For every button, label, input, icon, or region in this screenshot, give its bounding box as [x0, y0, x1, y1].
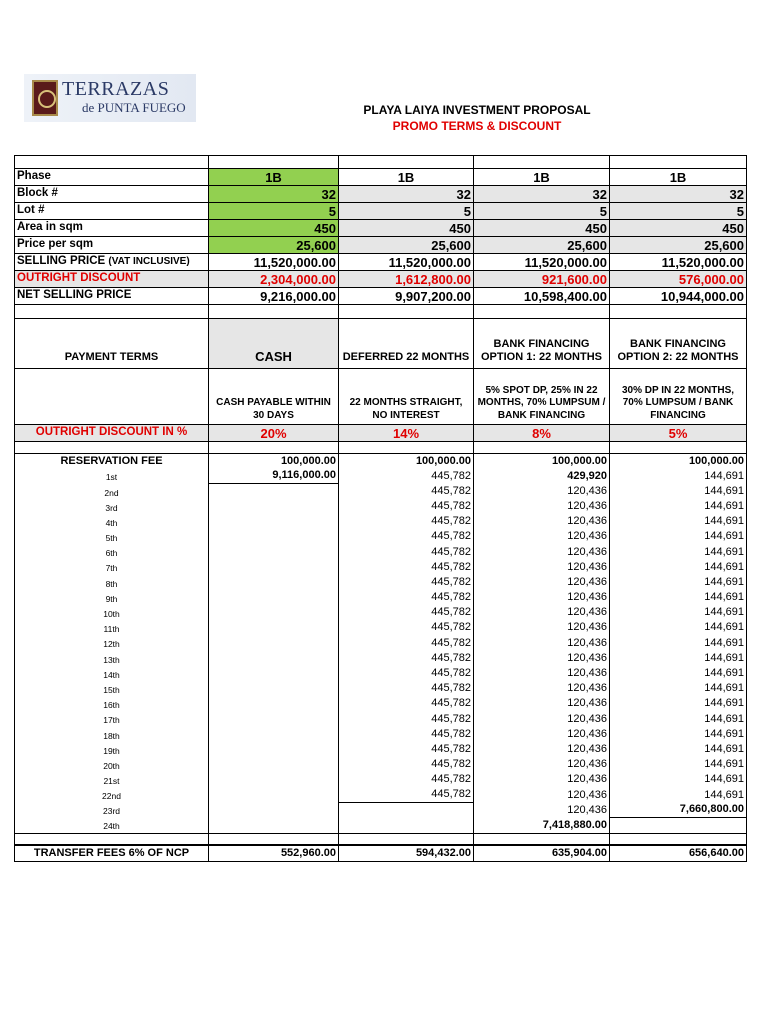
price-row	[15, 237, 747, 254]
terms-desc-blank	[15, 369, 209, 425]
selling-row	[15, 254, 747, 271]
price-deferred: 25,600	[339, 237, 474, 254]
selling-main: SELLING PRICE	[17, 255, 106, 268]
installment-deferred: 445,782	[339, 499, 474, 514]
net-deferred: 9,907,200.00	[339, 288, 474, 305]
area-label: Area in sqm	[15, 220, 209, 237]
selling-deferred: 11,520,000.00	[339, 254, 474, 271]
price-bank1: 25,600	[474, 237, 610, 254]
page-subtitle: PROMO TERMS & DISCOUNT	[392, 119, 562, 133]
price-cash: 25,600	[209, 237, 339, 254]
installment-bank2: 144,691	[610, 696, 747, 711]
logo-name: TERRAZAS	[62, 78, 170, 100]
installment-label: 20th	[15, 757, 209, 772]
installment-label: 14th	[15, 666, 209, 681]
spacer-row	[15, 442, 747, 454]
installment-label: 19th	[15, 742, 209, 757]
spacer-row	[15, 833, 747, 845]
installment-label: 18th	[15, 727, 209, 742]
installment-bank1: 120,436	[474, 712, 610, 727]
desc-bank2: 30% DP IN 22 MONTHS, 70% LUMPSUM / BANK FINANCING	[610, 369, 747, 425]
installment-bank1: 120,436	[474, 560, 610, 575]
installment-cash	[209, 666, 339, 681]
lot-bank2: 5	[610, 203, 747, 220]
installment-row	[15, 605, 747, 620]
phase-cash: 1B	[209, 169, 339, 186]
installment-deferred: 445,782	[339, 787, 474, 802]
installment-cash	[209, 636, 339, 651]
transfer-fees-label: TRANSFER FEES 6% OF NCP	[15, 845, 209, 861]
discount-pct-row	[15, 425, 747, 442]
installment-deferred: 445,782	[339, 651, 474, 666]
installment-bank2: 144,691	[610, 575, 747, 590]
spacer-cell	[474, 833, 610, 845]
installment-deferred: 445,782	[339, 757, 474, 772]
pct-bank1: 8%	[474, 425, 610, 442]
installment-bank2: 144,691	[610, 757, 747, 772]
spacer-cell	[339, 833, 474, 845]
installment-deferred: 445,782	[339, 666, 474, 681]
installment-cash	[209, 575, 339, 590]
installment-label: 10th	[15, 605, 209, 620]
block-bank1: 32	[474, 186, 610, 203]
installment-cash	[209, 560, 339, 575]
installment-cash	[209, 514, 339, 529]
installment-deferred: 445,782	[339, 605, 474, 620]
net-label: NET SELLING PRICE	[15, 288, 209, 305]
installment-bank2: 144,691	[610, 636, 747, 651]
installment-row	[15, 529, 747, 544]
installment-cash	[209, 620, 339, 635]
selling-bank1: 11,520,000.00	[474, 254, 610, 271]
page-title: PLAYA LAIYA INVESTMENT PROPOSAL	[363, 103, 591, 117]
installment-bank1: 120,436	[474, 514, 610, 529]
installment-bank1: 7,418,880.00	[474, 818, 610, 833]
discount-deferred: 1,612,800.00	[339, 271, 474, 288]
reservation-bank1: 100,000.00	[474, 454, 610, 469]
desc-deferred: 22 MONTHS STRAIGHT, NO INTEREST	[339, 369, 474, 425]
transfer-deferred: 594,432.00	[339, 845, 474, 861]
installment-cash	[209, 484, 339, 499]
installment-deferred	[339, 803, 474, 818]
term-bank1: BANK FINANCING OPTION 1: 22 MONTHS	[474, 319, 610, 369]
block-cash: 32	[209, 186, 339, 203]
installment-bank1: 429,920	[474, 469, 610, 484]
phase-bank2: 1B	[610, 169, 747, 186]
installment-bank1: 120,436	[474, 727, 610, 742]
installment-bank1: 120,436	[474, 772, 610, 787]
selling-label	[15, 254, 209, 271]
installment-label: 1st	[15, 469, 209, 484]
installment-row	[15, 590, 747, 605]
lot-deferred: 5	[339, 203, 474, 220]
transfer-bank2: 656,640.00	[610, 845, 747, 861]
installment-label: 5th	[15, 529, 209, 544]
lot-cash: 5	[209, 203, 339, 220]
installment-row	[15, 575, 747, 590]
installment-deferred: 445,782	[339, 772, 474, 787]
installment-deferred: 445,782	[339, 620, 474, 635]
installment-row	[15, 681, 747, 696]
installment-cash	[209, 772, 339, 787]
installment-bank1: 120,436	[474, 757, 610, 772]
pct-deferred: 14%	[339, 425, 474, 442]
area-bank1: 450	[474, 220, 610, 237]
installment-label: 16th	[15, 696, 209, 711]
net-cash: 9,216,000.00	[209, 288, 339, 305]
price-bank2: 25,600	[610, 237, 747, 254]
lot-label: Lot #	[15, 203, 209, 220]
installment-deferred: 445,782	[339, 681, 474, 696]
installment-cash	[209, 712, 339, 727]
installment-bank1: 120,436	[474, 681, 610, 696]
pct-cash: 20%	[209, 425, 339, 442]
installment-bank2: 144,691	[610, 620, 747, 635]
installment-bank2	[610, 818, 747, 833]
installment-bank2: 7,660,800.00	[610, 803, 747, 818]
installment-bank1: 120,436	[474, 575, 610, 590]
installment-deferred: 445,782	[339, 727, 474, 742]
reservation-label: RESERVATION FEE	[15, 454, 209, 469]
spacer-cell	[15, 833, 209, 845]
installment-bank1: 120,436	[474, 787, 610, 802]
selling-cash: 11,520,000.00	[209, 254, 339, 271]
installment-bank2: 144,691	[610, 469, 747, 484]
installment-bank1: 120,436	[474, 529, 610, 544]
selling-note: (VAT INCLUSIVE)	[108, 256, 190, 268]
term-deferred: DEFERRED 22 MONTHS	[339, 319, 474, 369]
installment-bank1: 120,436	[474, 803, 610, 818]
transfer-cash: 552,960.00	[209, 845, 339, 861]
installment-bank2: 144,691	[610, 560, 747, 575]
installment-deferred: 445,782	[339, 636, 474, 651]
term-cash: CASH	[209, 319, 339, 369]
installment-label: 21st	[15, 772, 209, 787]
installment-deferred: 445,782	[339, 590, 474, 605]
transfer-bank1: 635,904.00	[474, 845, 610, 861]
installment-row	[15, 818, 747, 833]
installment-label: 22nd	[15, 787, 209, 802]
installment-cash	[209, 757, 339, 772]
installment-label: 12th	[15, 636, 209, 651]
transfer-fees-row	[15, 845, 747, 861]
spacer-cell	[209, 833, 339, 845]
installment-row	[15, 636, 747, 651]
installment-label: 11th	[15, 620, 209, 635]
installment-bank1: 120,436	[474, 484, 610, 499]
installment-deferred: 445,782	[339, 544, 474, 559]
area-deferred: 450	[339, 220, 474, 237]
installment-bank1: 120,436	[474, 696, 610, 711]
installment-row	[15, 742, 747, 757]
installment-deferred	[339, 818, 474, 833]
installment-bank2: 144,691	[610, 484, 747, 499]
installment-row	[15, 803, 747, 818]
installment-label: 3rd	[15, 499, 209, 514]
installment-bank2: 144,691	[610, 529, 747, 544]
installment-cash	[209, 605, 339, 620]
installment-bank2: 144,691	[610, 712, 747, 727]
installment-label: 15th	[15, 681, 209, 696]
installment-row	[15, 666, 747, 681]
installment-label: 13th	[15, 651, 209, 666]
installment-bank2: 144,691	[610, 590, 747, 605]
proposal-table	[14, 155, 747, 862]
installment-label: 8th	[15, 575, 209, 590]
reservation-bank2: 100,000.00	[610, 454, 747, 469]
block-label: Block #	[15, 186, 209, 203]
block-bank2: 32	[610, 186, 747, 203]
installment-row	[15, 484, 747, 499]
installment-bank2: 144,691	[610, 544, 747, 559]
installment-bank1: 120,436	[474, 620, 610, 635]
spacer-cell	[610, 833, 747, 845]
price-label: Price per sqm	[15, 237, 209, 254]
installment-cash	[209, 529, 339, 544]
logo-sub: de PUNTA FUEGO	[82, 100, 186, 115]
installment-cash	[209, 681, 339, 696]
installment-cash	[209, 787, 339, 802]
installment-cash	[209, 818, 339, 833]
installment-label: 9th	[15, 590, 209, 605]
discount-cash: 2,304,000.00	[209, 271, 339, 288]
installment-cash	[209, 590, 339, 605]
installment-label: 2nd	[15, 484, 209, 499]
installment-cash	[209, 803, 339, 818]
installment-deferred: 445,782	[339, 514, 474, 529]
area-cash: 450	[209, 220, 339, 237]
phase-row	[15, 169, 747, 186]
reservation-cash: 100,000.00	[209, 454, 339, 469]
installment-row	[15, 712, 747, 727]
desc-bank1: 5% SPOT DP, 25% IN 22 MONTHS, 70% LUMPSUM / BANK FINANCING	[474, 369, 610, 425]
reservation-row	[15, 454, 747, 469]
installment-row	[15, 727, 747, 742]
installment-row	[15, 544, 747, 559]
installment-bank2: 144,691	[610, 605, 747, 620]
area-row	[15, 220, 747, 237]
table-top-row	[15, 156, 747, 169]
installment-cash	[209, 499, 339, 514]
installment-bank1: 120,436	[474, 666, 610, 681]
installment-cash	[209, 651, 339, 666]
net-bank1: 10,598,400.00	[474, 288, 610, 305]
installment-deferred: 445,782	[339, 529, 474, 544]
block-row	[15, 186, 747, 203]
area-bank2: 450	[610, 220, 747, 237]
installment-label: 23rd	[15, 803, 209, 818]
installment-row	[15, 772, 747, 787]
installment-bank1: 120,436	[474, 499, 610, 514]
installment-cash: 9,116,000.00	[209, 469, 339, 484]
installment-cash	[209, 727, 339, 742]
installment-deferred: 445,782	[339, 696, 474, 711]
installment-bank1: 120,436	[474, 605, 610, 620]
installment-deferred: 445,782	[339, 560, 474, 575]
installment-row	[15, 514, 747, 529]
discount-pct-label: OUTRIGHT DISCOUNT IN %	[15, 425, 209, 442]
block-deferred: 32	[339, 186, 474, 203]
installment-label: 4th	[15, 514, 209, 529]
installment-row	[15, 469, 747, 484]
pct-bank2: 5%	[610, 425, 747, 442]
payment-terms-row	[15, 319, 747, 369]
installment-bank1: 120,436	[474, 590, 610, 605]
installment-label: 7th	[15, 560, 209, 575]
desc-cash: CASH PAYABLE WITHIN 30 DAYS	[209, 369, 339, 425]
phase-bank1: 1B	[474, 169, 610, 186]
installment-row	[15, 696, 747, 711]
installment-bank2: 144,691	[610, 651, 747, 666]
phase-deferred: 1B	[339, 169, 474, 186]
discount-bank1: 921,600.00	[474, 271, 610, 288]
installment-label: 24th	[15, 818, 209, 833]
installment-row	[15, 787, 747, 802]
installment-label: 17th	[15, 712, 209, 727]
installment-bank2: 144,691	[610, 772, 747, 787]
lot-bank1: 5	[474, 203, 610, 220]
installment-bank2: 144,691	[610, 681, 747, 696]
installment-cash	[209, 696, 339, 711]
terms-desc-row	[15, 369, 747, 425]
installment-row	[15, 757, 747, 772]
discount-row	[15, 271, 747, 288]
installment-bank2: 144,691	[610, 514, 747, 529]
installment-bank2: 144,691	[610, 742, 747, 757]
installment-bank1: 120,436	[474, 651, 610, 666]
gap-row	[15, 305, 747, 319]
installment-deferred: 445,782	[339, 742, 474, 757]
net-bank2: 10,944,000.00	[610, 288, 747, 305]
installment-bank1: 120,436	[474, 742, 610, 757]
selling-bank2: 11,520,000.00	[610, 254, 747, 271]
discount-bank2: 576,000.00	[610, 271, 747, 288]
installment-row	[15, 560, 747, 575]
installment-deferred: 445,782	[339, 712, 474, 727]
lot-row	[15, 203, 747, 220]
installment-deferred: 445,782	[339, 469, 474, 484]
installment-bank2: 144,691	[610, 666, 747, 681]
installment-deferred: 445,782	[339, 484, 474, 499]
installment-bank1: 120,436	[474, 636, 610, 651]
payment-terms-label: PAYMENT TERMS	[15, 319, 209, 369]
installment-label: 6th	[15, 544, 209, 559]
installment-row	[15, 651, 747, 666]
net-row	[15, 288, 747, 305]
installment-cash	[209, 742, 339, 757]
discount-label: OUTRIGHT DISCOUNT	[15, 271, 209, 288]
installment-cash	[209, 544, 339, 559]
installment-row	[15, 620, 747, 635]
installment-deferred: 445,782	[339, 575, 474, 590]
installment-bank1: 120,436	[474, 544, 610, 559]
installment-row	[15, 499, 747, 514]
term-bank2: BANK FINANCING OPTION 2: 22 MONTHS	[610, 319, 747, 369]
installment-bank2: 144,691	[610, 499, 747, 514]
phase-label: Phase	[15, 169, 209, 186]
reservation-deferred: 100,000.00	[339, 454, 474, 469]
installment-bank2: 144,691	[610, 727, 747, 742]
installment-bank2: 144,691	[610, 787, 747, 802]
